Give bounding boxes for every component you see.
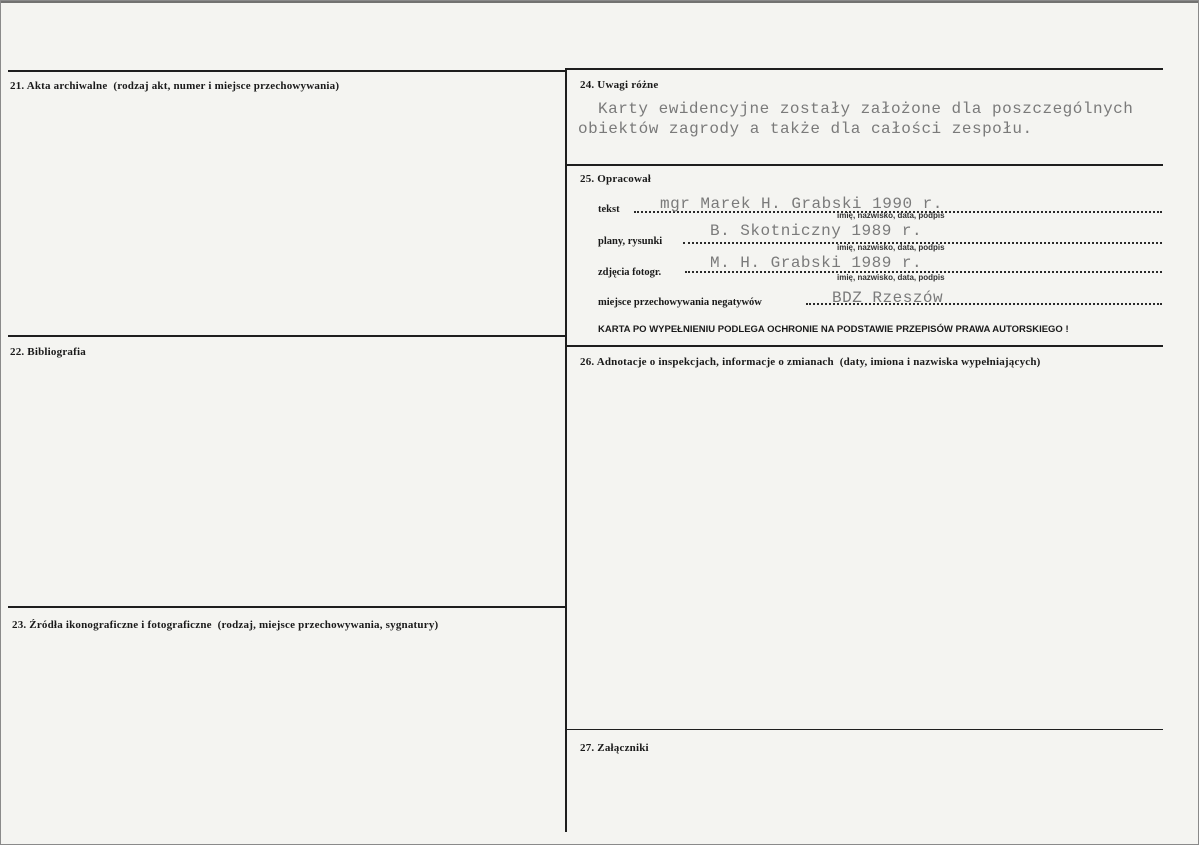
row-negatives-label: miejsce przechowywania negatywów bbox=[598, 297, 762, 308]
row-text-value: mgr Marek H. Grabski 1990 r. bbox=[660, 195, 943, 213]
section-21-subtitle: (rodzaj akt, numer i miejsce przechowywania) bbox=[113, 80, 340, 92]
row-negatives-value: BDZ Rzeszów bbox=[832, 289, 944, 307]
copyright-notice: KARTA PO WYPEŁNIENIU PODLEGA OCHRONIE NA PODSTAWIE PRZEPISÓW PRAWA AUTORSKIEGO ! bbox=[598, 324, 1069, 335]
section-23-subtitle: (rodzaj, miejsce przechowywania, sygnatury) bbox=[217, 619, 439, 631]
section-26-subtitle: (daty, imiona i nazwiska wypełniających) bbox=[839, 356, 1041, 368]
row-photos-label: zdjęcia fotogr. bbox=[598, 267, 662, 278]
row-text-label: tekst bbox=[598, 204, 620, 215]
rule-26-27 bbox=[566, 729, 1163, 730]
center-divider bbox=[565, 68, 567, 832]
section-24-text-line2: obiektów zagrody a także dla całości zespołu. bbox=[578, 120, 1033, 138]
top-rule-right bbox=[566, 68, 1163, 70]
section-24-title bbox=[580, 79, 658, 91]
rule-22-23 bbox=[8, 606, 566, 608]
row-plans-value: B. Skotniczny 1989 r. bbox=[710, 222, 923, 240]
rule-21-22 bbox=[8, 335, 566, 337]
rule-25-26 bbox=[566, 345, 1163, 347]
section-21-label: 21. Akta archiwalne bbox=[10, 80, 108, 92]
top-rule-left bbox=[8, 70, 566, 72]
row-plans-hint: imię, nazwisko, data, podpis bbox=[837, 243, 945, 252]
section-27-label: 27. Załączniki bbox=[580, 742, 649, 754]
section-21-title bbox=[10, 80, 339, 92]
section-25-title bbox=[580, 173, 651, 185]
row-photos-hint: imię, nazwisko, data, podpis bbox=[837, 273, 945, 282]
section-22-label: 22. Bibliografia bbox=[10, 346, 86, 358]
section-24-text-line1: Karty ewidencyjne zostały założone dla poszczególnych bbox=[598, 100, 1134, 118]
section-26-label: 26. Adnotacje o inspekcjach, informacje o zmianach bbox=[580, 356, 834, 368]
section-22-title bbox=[10, 346, 86, 358]
rule-24-25 bbox=[566, 164, 1163, 166]
row-plans-label: plany, rysunki bbox=[598, 236, 663, 247]
row-text-hint: imię, nazwisko, data, podpis bbox=[837, 211, 945, 220]
section-23-title bbox=[12, 619, 438, 631]
section-26-title bbox=[580, 356, 1041, 368]
section-24-label: 24. Uwagi różne bbox=[580, 79, 659, 91]
section-27-title bbox=[580, 742, 649, 754]
section-23-label: 23. Źródła ikonograficzne i fotograficzne bbox=[12, 619, 212, 631]
row-photos-value: M. H. Grabski 1989 r. bbox=[710, 254, 923, 272]
section-25-label: 25. Opracował bbox=[580, 173, 652, 185]
